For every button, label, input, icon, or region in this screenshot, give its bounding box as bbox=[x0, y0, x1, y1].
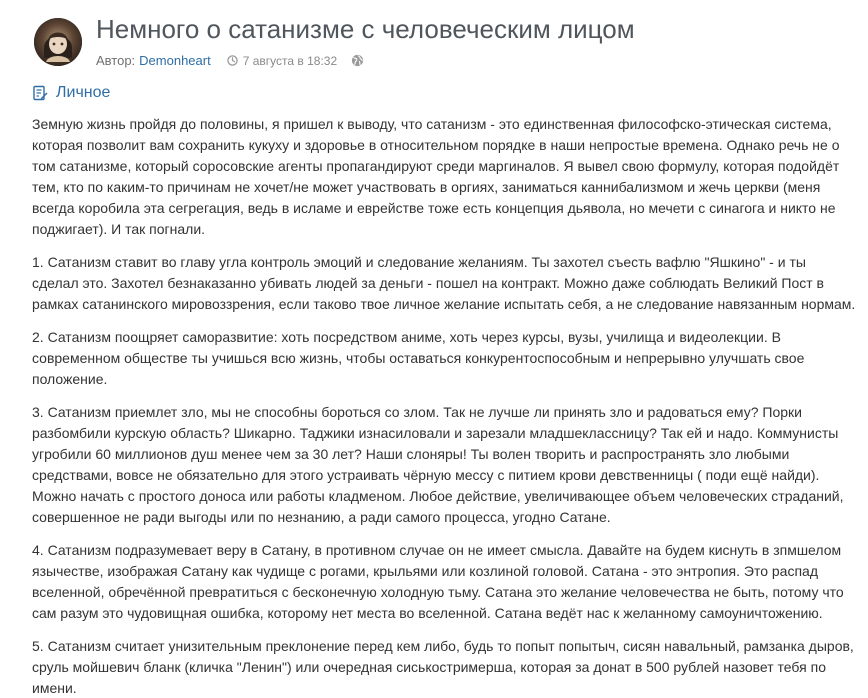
clock-icon bbox=[227, 55, 238, 66]
post-body bbox=[32, 114, 856, 698]
notebook-edit-icon bbox=[32, 85, 48, 101]
page-title: Немного о сатанизме с человеческим лицом bbox=[96, 14, 635, 44]
category-label[interactable]: Личное bbox=[56, 84, 111, 101]
globe-icon[interactable] bbox=[351, 54, 364, 67]
post-category[interactable] bbox=[32, 84, 110, 102]
post-date[interactable]: 7 августа в 18:32 bbox=[242, 53, 338, 68]
post-paragraph-intro: Земную жизнь пройдя до половины, я пришел к выводу, что сатанизм - это единственная философско-этическая система, которая позволит вам сохранить кукуху и здоровье в относительном порядке в наши непростые времена. Однако речь не о том сатанизме, который соросовские агенты пропагандируют среди маргиналов. Я вывел свою формулу, которая подойдёт тем, кто по каким-то причинам не хочет/не может участвовать в оргиях, заниматься каннибализмом и жечь церкви (меня всегда коробила эта сегрегация, ведь в исламе и еврействе тоже есть концепция дьявола, но мечети с синагога и никто не поджигает). И так погнали. bbox=[32, 116, 840, 237]
post-paragraph-1: 1. Сатанизм ставит во главу угла контроль эмоций и следование желаниям. Ты захотел съесть вафлю "Яшкино" - и ты сделал это. Захотел безнаказанно убивать людей за деньги - пошел на контракт. Можно даже соблюдать Великий Пост в рамках сатанинского мировоззрения, если таково твое личное желание испытать себя, а не следование навязанным нормам. bbox=[32, 254, 856, 312]
author-link[interactable]: Demonheart bbox=[139, 53, 211, 68]
post-paragraph-3: 3. Сатанизм приемлет зло, мы не способны бороться со злом. Так не лучше ли принять зло и радоваться ему? Порки разбомбили курскую область? Шикарно. Таджики изнасиловали и зарезали младшеклассницу? Так ей и надо. Коммунисты угробили 60 миллионов душ менее чем за 30 лет? Наши слоняры! Ты волен творить и распространять зло любыми средствами, вовсе не обязательно для этого устраивать чёрную мессу с питием крови девственницы ( поди ещё найди). Можно начать с простого доноса или работы кладменом. Любое действие, увеличивающее объем человеческих страданий, совершенное не ради выгоды или по незнанию, а ради самого процесса, угодно Сатане. bbox=[32, 404, 844, 525]
post-paragraph-5: 5. Сатанизм считает унизительным преклонение перед кем либо, будь то попыт попытыч, сисян навальный, рамзанка дыров, сруль мойшевич бланк (кличка "Ленин") или очередная сиськостримерша, которая за донат в 500 рублей назовет тебя по имени. bbox=[32, 638, 854, 696]
author-label: Автор: bbox=[96, 53, 136, 68]
avatar[interactable] bbox=[34, 18, 82, 66]
avatar-image bbox=[34, 18, 82, 66]
post-header bbox=[0, 0, 868, 80]
post-paragraph-2: 2. Сатанизм поощряет саморазвитие: хоть посредством аниме, хоть через курсы, вузы, училища и видеолекции. В современном обществе ты учишься всю жизнь, чтобы оставаться конкурентоспособным и непрерывно улучшать свое положение. bbox=[32, 329, 805, 387]
post-meta bbox=[96, 53, 364, 68]
post-paragraph-4: 4. Сатанизм подразумевает веру в Сатану, в противном случае он не имеет смысла. Давайте на будем киснуть в зпмшелом язычестве, изображая Сатану как чудище с рогами, крыльями или козлиной головой. Сатана - это энтропия. Это распад вселенной, обречённой превратиться с бесконечную холодную тьму. Сатана это желание человечества не быть, потому что сам разум это чудовищная ошибка, которому нет места во вселенной. Сатана ведёт нас к желанному самоуничтожению. bbox=[32, 542, 844, 621]
